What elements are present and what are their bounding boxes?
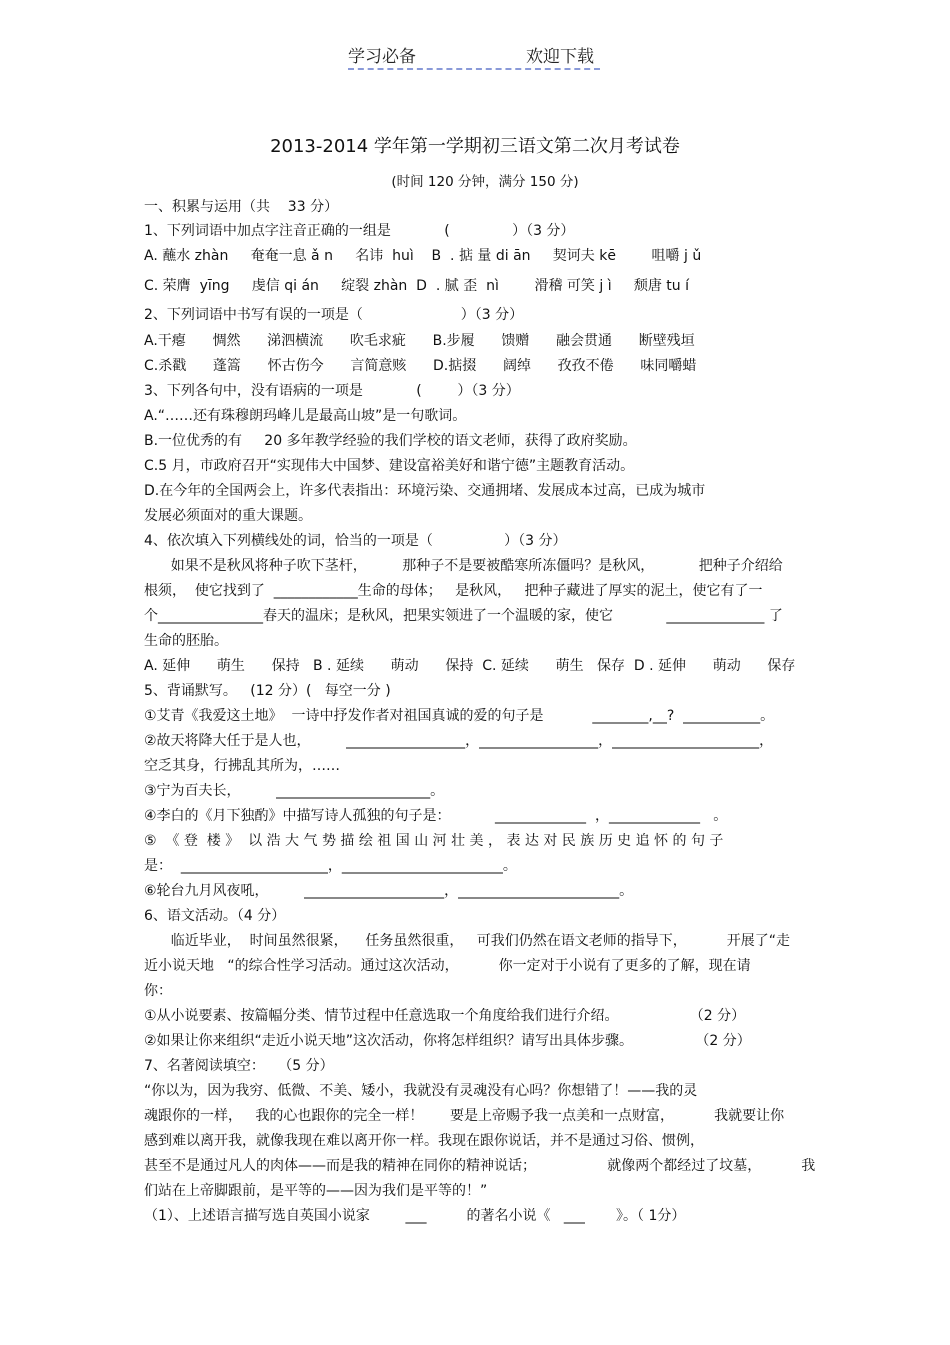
text-line: 们站在上帝脚跟前，是平等的——因为我们是平等的！”	[144, 1183, 488, 1199]
text-line: 一、积累与运用（共 33 分）	[144, 199, 339, 215]
text-line: 你：	[144, 983, 172, 999]
header-right: 欢迎下载	[526, 47, 594, 67]
text-line: ③宁为百夫长， ______________________。	[144, 783, 445, 799]
text-line: 5、背诵默写。 (12 分）( 每空一分 )	[144, 683, 391, 699]
text-line: C.5 月，市政府召开“实现伟大中国梦、建设富裕美好和谐宁德”主题教育活动。	[144, 458, 635, 474]
text-line: B.一位优秀的有 20 多年教学经验的我们学校的语文老师，获得了政府奖励。	[144, 433, 637, 449]
text-line: 3、下列各句中，没有语病的一项是 ( ）（3 分）	[144, 383, 520, 399]
text-line: A.“……还有珠穆朗玛峰儿是最高山坡”是一句歌词。	[144, 408, 467, 424]
text-line: A.干瘪 惆然 涕泗横流 吹毛求疵 B.步履 馈赠 融会贯通 断壁残垣	[144, 333, 695, 349]
text-line: ②故天将降大任于是人也， _________________，_________________，_____________________，	[144, 733, 774, 749]
text-line: 根须， 使它找到了 ____________生命的母体； 是秋风， 把种子藏进了厚实的泥土，使它有了一	[144, 583, 763, 599]
text-line: ④李白的《月下独酌》中描写诗人孤独的句子是： _____________ ，_____________ 。	[144, 808, 728, 824]
text-line: 7、名著阅读填空： （5 分）	[144, 1058, 334, 1074]
text-line: A. 延伸 萌生 保持 B . 延续 萌动 保持 C. 延续 萌生 保存 D . 延伸 萌动 保存	[144, 658, 796, 674]
text-line: 1、下列词语中加点字注音正确的一组是 ( ）（3 分）	[144, 223, 575, 239]
text-line: （1）、上述语言描写选自英国小说家 ___ 的著名小说《 ___ 》。（ 1分）	[144, 1208, 686, 1224]
text-line: 临近毕业， 时间虽然很紧， 任务虽然很重， 可我们仍然在语文老师的指导下， 开展了“走	[144, 933, 791, 949]
text-line: D.在今年的全国两会上，许多代表指出：环境污染、交通拥堵、发展成本过高，已成为城市	[144, 483, 706, 499]
text-line: 魂跟你的一样， 我的心也跟你的完全一样！ 要是上帝赐予我一点美和一点财富， 我就要让你	[144, 1108, 785, 1124]
text-line: A. 蘸水 zhàn 奄奄一息 ǎ n 名讳 huì B . 掂 量 di ān 契诃夫 kē 咀嚼 j ǔ	[144, 248, 702, 264]
text-line: C.杀戳 蓬篙 怀古伤今 言简意赅 D.掂掇 阔绰 孜孜不倦 味同嚼蜡	[144, 358, 697, 374]
text-line: 4、依次填入下列横线处的词，恰当的一项是（ ）（3 分）	[144, 533, 567, 549]
text-line: ⑥轮台九月风夜吼， ____________________，_______________________。	[144, 883, 634, 899]
page-header	[348, 40, 600, 70]
text-line: 发展必须面对的重大课题。	[144, 508, 312, 524]
text-line: 感到难以离开我，就像我现在难以离开你一样。我现在跟你说话，并不是通过习俗、惯例，	[144, 1133, 704, 1149]
text-line: 空乏其身，行拂乱其所为，……	[144, 758, 340, 774]
text-line: 6、语文活动。（4 分）	[144, 908, 286, 924]
text-line: ⑤ 《 登 楼 》 以 浩 大 气 势 描 绘 祖 国 山 河 壮 美 ， 表 达 对 民 族 历 史 追 怀 的 句 子	[144, 833, 724, 849]
text-line: 如果不是秋风将种子吹下茎杆， 那种子不是要被酷寒所冻僵吗？是秋风， 把种子介绍给	[144, 558, 783, 574]
text-line: ①从小说要素、按篇幅分类、情节过程中任意选取一个角度给我们进行介绍。 （2 分）	[144, 1008, 746, 1024]
exam-title: 2013-2014 学年第一学期初三语文第二次月考试卷	[270, 136, 680, 157]
text-line: 个_______________春天的温床；是秋风，把果实领进了一个温暖的家，使它 ______________ 了	[144, 608, 783, 624]
text-line: C. 荣膺 yīng 虔信 qi án 绽裂 zhàn D . 腻 歪 nì 滑稽 可笑 j ì 颓唐 tu í	[144, 278, 689, 294]
text-line: 是： _____________________，_______________________。	[144, 858, 517, 874]
text-line: ②如果让你来组织“走近小说天地”这次活动，你将怎样组织？请写出具体步骤。 （2 分）	[144, 1033, 751, 1049]
text-line: 生命的胚胎。	[144, 633, 228, 649]
header-left: 学习必备	[348, 47, 416, 67]
text-line: ①艾青《我爱这土地》 一诗中抒发作者对祖国真诚的爱的句子是 ________,__? ___________。	[144, 708, 775, 724]
text-line: 甚至不是通过凡人的肉体——而是我的精神在同你的精神说话； 就像两个都经过了坟墓， 我	[144, 1158, 816, 1174]
exam-subtitle: (时间 120 分钟，满分 150 分)	[391, 174, 579, 190]
text-line: 2、下列词语中书写有误的一项是（ ）（3 分）	[144, 307, 524, 323]
text-line: “你以为，因为我穷、低微、不美、矮小，我就没有灵魂没有心吗？你想错了！——我的灵	[144, 1083, 698, 1099]
text-line: 近小说天地 “的综合性学习活动。通过这次活动， 你一定对于小说有了更多的了解，现在请	[144, 958, 751, 974]
